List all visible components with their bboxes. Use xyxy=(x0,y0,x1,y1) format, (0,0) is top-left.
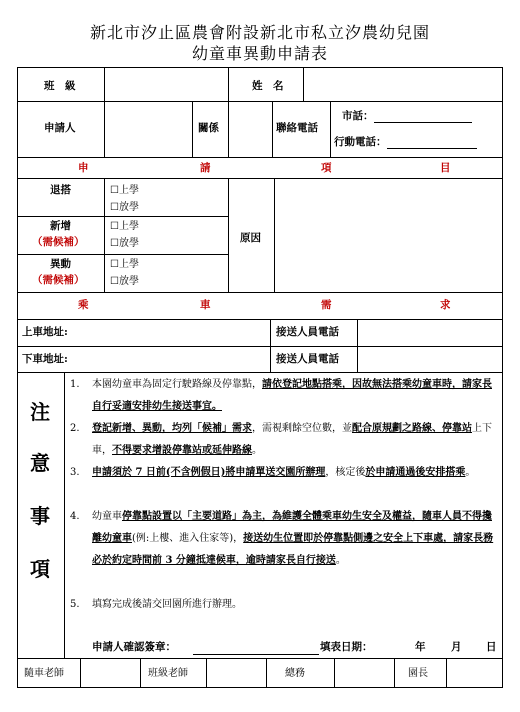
note-emphasis: 請依登記地點搭乘，因故無法搭乘幼童車時，請家長自行妥適安排幼生接送事宜。 xyxy=(92,379,492,412)
rule xyxy=(266,658,267,688)
rule xyxy=(17,292,503,293)
class-teacher-label: 班級老師 xyxy=(148,668,188,679)
class-label: 班 級 xyxy=(44,80,76,92)
note-2 xyxy=(92,418,500,462)
rule xyxy=(330,101,331,157)
rule xyxy=(303,67,304,101)
note-text: 上下車， xyxy=(92,423,492,456)
section-char: 求 xyxy=(440,299,451,311)
add-leave-checkbox[interactable]: ☐放學 xyxy=(110,238,139,249)
rule xyxy=(64,372,65,658)
rule xyxy=(104,178,105,292)
date-day: 日 xyxy=(486,641,497,653)
dropoff-contact-field[interactable] xyxy=(361,349,499,369)
note-emphasis: 登記新增、異動，均列「候補」需求 xyxy=(92,423,252,434)
section-char: 車 xyxy=(200,299,211,311)
pickup-address-field[interactable] xyxy=(82,322,266,342)
note-text: 填寫完成後請交回園所進行辦理。 xyxy=(92,599,242,610)
rule xyxy=(228,101,229,157)
mobile-phone-label xyxy=(334,136,477,149)
section-char: 申 xyxy=(78,162,89,174)
section-char: 需 xyxy=(321,299,332,311)
form-title: 幼童車異動申請表 xyxy=(191,44,328,63)
signature-label: 申請人確認簽章： xyxy=(92,641,176,653)
note-emphasis: 停靠點設置以「主要道路」為主，為維護全體乘車幼生安全及權益，隨車人員不得攙離幼童車 xyxy=(92,511,492,544)
note-text: (例:上樓、進入住家等)， xyxy=(132,533,244,544)
rule xyxy=(228,178,229,292)
class-field[interactable] xyxy=(108,72,226,98)
rule xyxy=(17,178,503,179)
principal-label: 園長 xyxy=(408,668,428,679)
principal-signature[interactable] xyxy=(450,662,498,684)
fill-date-label: 填表日期： xyxy=(320,641,373,653)
withdraw-leave-checkbox[interactable]: ☐放學 xyxy=(110,202,139,213)
note-emphasis: 接送幼生位置即於停靠點側邊之安全上下車處，請家長務必於約定時間前 3 分鐘抵達候車，逾時請家長自行接送 xyxy=(92,533,494,566)
date-month: 月 xyxy=(451,641,462,653)
rule xyxy=(17,101,503,102)
city-phone-input[interactable] xyxy=(374,112,472,123)
note-emphasis: 申請須於 7 日前(不含例假日)將申請單送交園所辦理 xyxy=(92,467,326,478)
notes-title-char: 事 xyxy=(30,504,50,528)
applicant-label: 申請人 xyxy=(44,122,76,134)
class-teacher-signature[interactable] xyxy=(210,662,262,684)
section-char: 乘 xyxy=(78,299,89,311)
rule xyxy=(140,658,141,688)
rule xyxy=(17,372,503,373)
note-number: 1. xyxy=(70,379,80,390)
signature-input[interactable] xyxy=(193,640,319,655)
rule xyxy=(192,101,193,157)
section-char: 項 xyxy=(321,162,332,174)
rule xyxy=(394,658,395,688)
add-label: 新增 xyxy=(50,220,71,232)
withdraw-label: 退搭 xyxy=(50,184,71,196)
city-phone-text: 市話： xyxy=(342,110,374,122)
withdraw-board-checkbox[interactable]: ☐上學 xyxy=(110,185,139,196)
rule xyxy=(17,319,503,320)
add-board-checkbox[interactable]: ☐上學 xyxy=(110,221,139,232)
rule xyxy=(228,67,229,101)
note-text: ，核定後 xyxy=(325,467,366,478)
change-label: 異動 xyxy=(50,258,71,270)
rule xyxy=(274,178,275,292)
rule xyxy=(17,658,503,659)
pickup-contact-field[interactable] xyxy=(361,322,499,342)
note-text: 。 xyxy=(252,445,262,456)
note-4 xyxy=(92,506,500,572)
note-text: 。 xyxy=(335,555,346,566)
note-text: 本園幼童車為固定行駛路線及停靠點， xyxy=(92,379,262,390)
note-text: 幼童車 xyxy=(92,511,122,522)
note-text: 。 xyxy=(465,467,476,478)
escort-teacher-label: 隨車老師 xyxy=(24,668,64,679)
reason-field[interactable] xyxy=(280,182,498,288)
notes-title-char: 項 xyxy=(30,557,50,581)
escort-teacher-signature[interactable] xyxy=(84,662,136,684)
rule xyxy=(272,101,273,157)
pickup-contact-label: 接送人員電話 xyxy=(276,326,339,338)
rule xyxy=(104,67,105,157)
general-affairs-signature[interactable] xyxy=(338,662,390,684)
dropoff-contact-label: 接送人員電話 xyxy=(276,353,339,365)
add-waitlist-note: （需候補） xyxy=(32,236,85,248)
general-affairs-label: 總務 xyxy=(285,668,305,679)
contact-phone-label: 聯絡電話 xyxy=(276,122,318,134)
reason-label: 原因 xyxy=(240,232,261,244)
rule xyxy=(270,319,271,372)
city-phone-label xyxy=(342,110,472,123)
rule xyxy=(17,157,503,158)
dropoff-address-field[interactable] xyxy=(82,349,266,369)
dropoff-address-label: 下車地址: xyxy=(22,353,68,365)
rule xyxy=(80,658,81,688)
change-board-checkbox[interactable]: ☐上學 xyxy=(110,259,139,270)
rule xyxy=(17,346,503,347)
section-char: 請 xyxy=(200,162,211,174)
mobile-phone-input[interactable] xyxy=(387,138,477,149)
note-text: ，需視剩餘空位數，並 xyxy=(252,423,352,434)
rule xyxy=(17,254,228,255)
note-number: 4. xyxy=(70,511,80,522)
change-leave-checkbox[interactable]: ☐放學 xyxy=(110,276,139,287)
notes-title-char: 注 xyxy=(30,400,50,424)
section-char: 目 xyxy=(440,162,451,174)
rule xyxy=(446,658,447,688)
relation-field[interactable] xyxy=(232,106,268,152)
rule xyxy=(357,319,358,372)
notes-title-char: 意 xyxy=(30,451,50,475)
note-number: 3. xyxy=(70,467,80,478)
name-label: 姓 名 xyxy=(252,80,284,92)
school-name: 新北市汐止區農會附設新北市私立汐農幼兒園 xyxy=(89,23,430,42)
note-number: 5. xyxy=(70,599,80,610)
rule xyxy=(334,658,335,688)
date-year: 年 xyxy=(415,641,426,653)
change-waitlist-note: （需候補） xyxy=(32,274,85,286)
note-emphasis: 於申請通過後安排搭乘 xyxy=(365,467,466,478)
name-field[interactable] xyxy=(307,72,499,98)
note-5 xyxy=(92,594,500,616)
relation-label: 關係 xyxy=(198,122,219,134)
applicant-field[interactable] xyxy=(108,106,188,152)
note-emphasis: 不得要求增設停靠站或延伸路線 xyxy=(112,445,252,456)
note-3 xyxy=(92,462,500,484)
note-1 xyxy=(92,374,500,418)
note-emphasis: 配合原規劃之路線、停靠站 xyxy=(352,423,472,434)
rule xyxy=(17,216,228,217)
note-number: 2. xyxy=(70,423,80,434)
pickup-address-label: 上車地址: xyxy=(22,326,68,338)
rule xyxy=(206,658,207,688)
mobile-phone-text: 行動電話： xyxy=(334,136,387,148)
